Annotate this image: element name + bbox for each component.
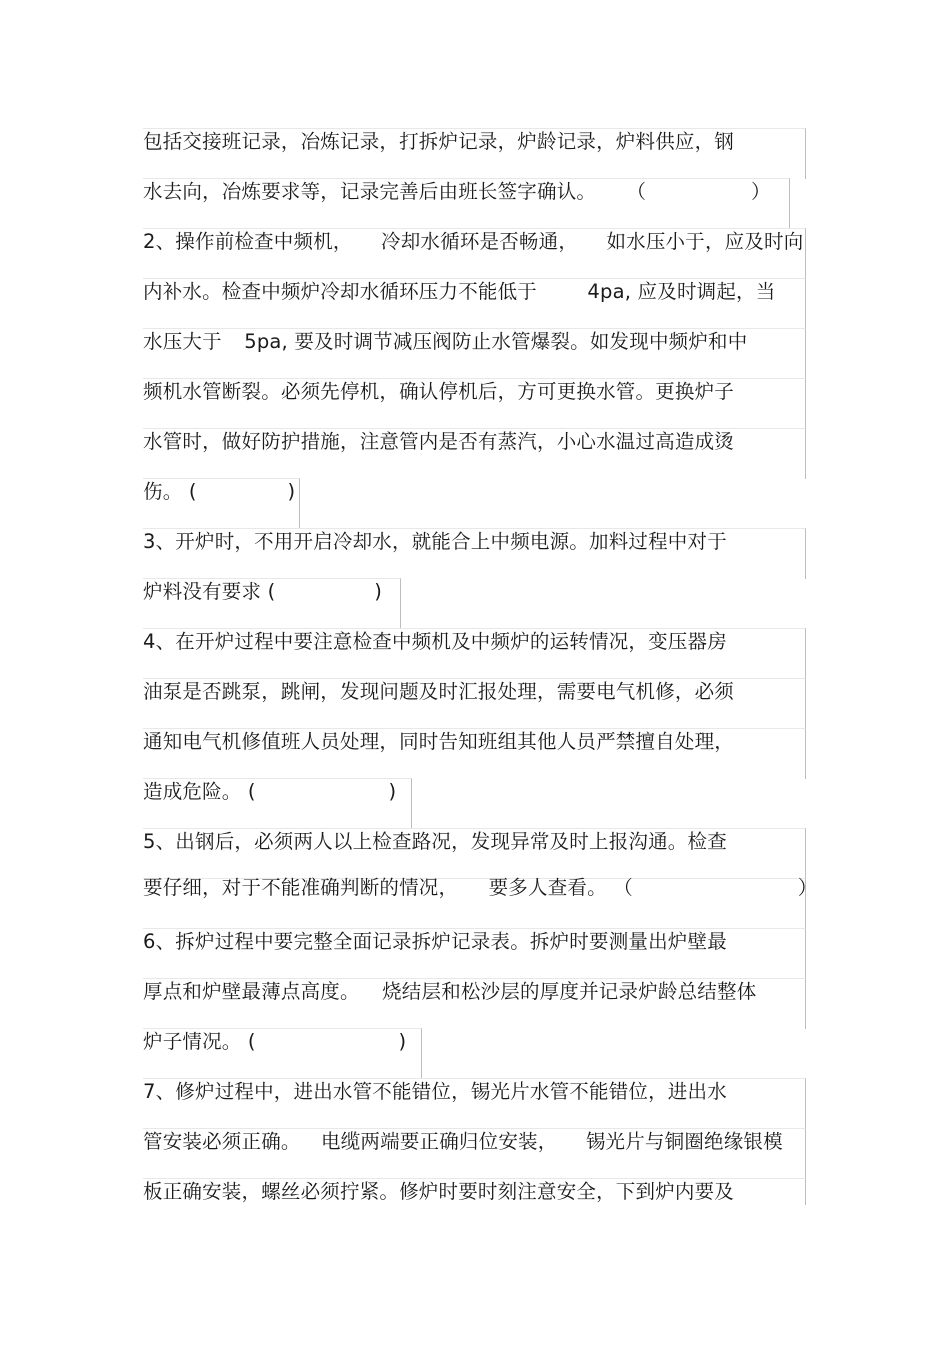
text-line bbox=[143, 527, 727, 557]
text-segment: 要仔细，对于不能准确判断的情况， bbox=[143, 876, 459, 899]
text-line bbox=[143, 777, 396, 807]
text-segment: 5、出钢后，必须两人以上检查路况，发现异常及时上报沟通。检查 bbox=[143, 830, 727, 853]
text-line bbox=[143, 977, 756, 1007]
answer-paren-close: ) bbox=[287, 480, 296, 503]
text-segment: 厚点和炉壁最薄点高度。 bbox=[143, 980, 360, 1003]
text-segment: 冷却水循环是否畅通， bbox=[381, 230, 579, 253]
text-line bbox=[143, 827, 727, 857]
text-segment: 管安装必须正确。 bbox=[143, 1130, 301, 1153]
text-segment: 伤。 bbox=[143, 480, 183, 503]
text-segment: 板正确安装，螺丝必须拧紧。修炉时要时刻注意安全，下到炉内要及 bbox=[143, 1180, 735, 1203]
answer-paren-open: （ bbox=[626, 180, 647, 203]
text-segment: 电缆两端要正确归位安装， bbox=[321, 1130, 558, 1153]
text-line bbox=[143, 873, 817, 903]
answer-paren-close: ） bbox=[751, 180, 771, 203]
text-segment: 3、开炉时，不用开启冷却水，就能合上中频电源。加料过程中对于 bbox=[143, 530, 727, 553]
text-line bbox=[143, 327, 747, 357]
text-line bbox=[143, 277, 775, 307]
text-segment: 7、修炉过程中，进出水管不能错位，锡光片水管不能错位，进出水 bbox=[143, 1080, 727, 1103]
text-segment: 锡光片与铜圈绝缘银模 bbox=[585, 1130, 783, 1153]
text-segment: 烧结层和松沙层的厚度并记录炉龄总结整体 bbox=[382, 980, 757, 1003]
text-line bbox=[143, 127, 734, 157]
text-line bbox=[143, 1077, 727, 1107]
text-segment: 包括交接班记录，冶炼记录，打拆炉记录，炉龄记录，炉料供应，钢 bbox=[143, 130, 735, 153]
text-line bbox=[143, 427, 734, 457]
text-segment: 通知电气机修值班人员处理，同时告知班组其他人员严禁擅自处理， bbox=[143, 730, 735, 753]
text-segment: 4pa, 应及时调起，当 bbox=[587, 280, 776, 303]
answer-paren-open: ( bbox=[247, 1030, 256, 1053]
text-segment: 频机水管断裂。必须先停机，确认停机后，方可更换水管。更换炉子 bbox=[143, 380, 735, 403]
answer-paren-open: ( bbox=[188, 480, 197, 503]
text-line bbox=[143, 927, 727, 957]
text-line bbox=[143, 177, 771, 207]
text-segment: 4、在开炉过程中要注意检查中频机及中频炉的运转情况，变压器房 bbox=[143, 630, 727, 653]
text-segment: 水去向，冶炼要求等，记录完善后由班长签字确认。 bbox=[143, 180, 597, 203]
text-segment: 造成危险。 bbox=[143, 780, 242, 803]
answer-paren-close: ) bbox=[374, 580, 383, 603]
text-line bbox=[143, 477, 295, 507]
text-line bbox=[143, 227, 803, 257]
text-segment: 炉料没有要求 bbox=[143, 580, 262, 603]
text-line bbox=[143, 627, 727, 657]
text-segment: 水压大于 bbox=[143, 330, 222, 353]
text-line bbox=[143, 727, 734, 757]
answer-paren-close: ) bbox=[398, 1030, 407, 1053]
answer-paren-open: ( bbox=[267, 580, 276, 603]
text-line bbox=[143, 377, 734, 407]
text-segment: 如水压小于，应及时向 bbox=[606, 230, 804, 253]
text-segment: 6、拆炉过程中要完整全面记录拆炉记录表。拆炉时要测量出炉壁最 bbox=[143, 930, 727, 953]
text-line bbox=[143, 1127, 783, 1157]
text-segment: 2、操作前检查中频机， bbox=[143, 230, 353, 253]
text-segment: 要多人查看。 bbox=[488, 876, 607, 899]
text-segment: 炉子情况。 bbox=[143, 1030, 242, 1053]
text-line bbox=[143, 577, 382, 607]
text-segment: 油泵是否跳泵，跳闸，发现问题及时汇报处理，需要电气机修，必须 bbox=[143, 680, 735, 703]
text-line bbox=[143, 677, 734, 707]
answer-paren-open: （ bbox=[613, 876, 633, 899]
text-line bbox=[143, 1177, 734, 1207]
text-line bbox=[143, 1027, 406, 1057]
answer-paren-close: ) bbox=[388, 780, 397, 803]
text-segment: 内补水。检查中频炉冷却水循环压力不能低于 bbox=[143, 280, 538, 303]
text-segment: 5pa, 要及时调节减压阀防止水管爆裂。如发现中频炉和中 bbox=[244, 330, 748, 353]
answer-paren-close: ） bbox=[797, 876, 818, 899]
answer-paren-open: ( bbox=[247, 780, 256, 803]
text-segment: 水管时，做好防护措施，注意管内是否有蒸汽，小心水温过高造成烫 bbox=[143, 430, 735, 453]
